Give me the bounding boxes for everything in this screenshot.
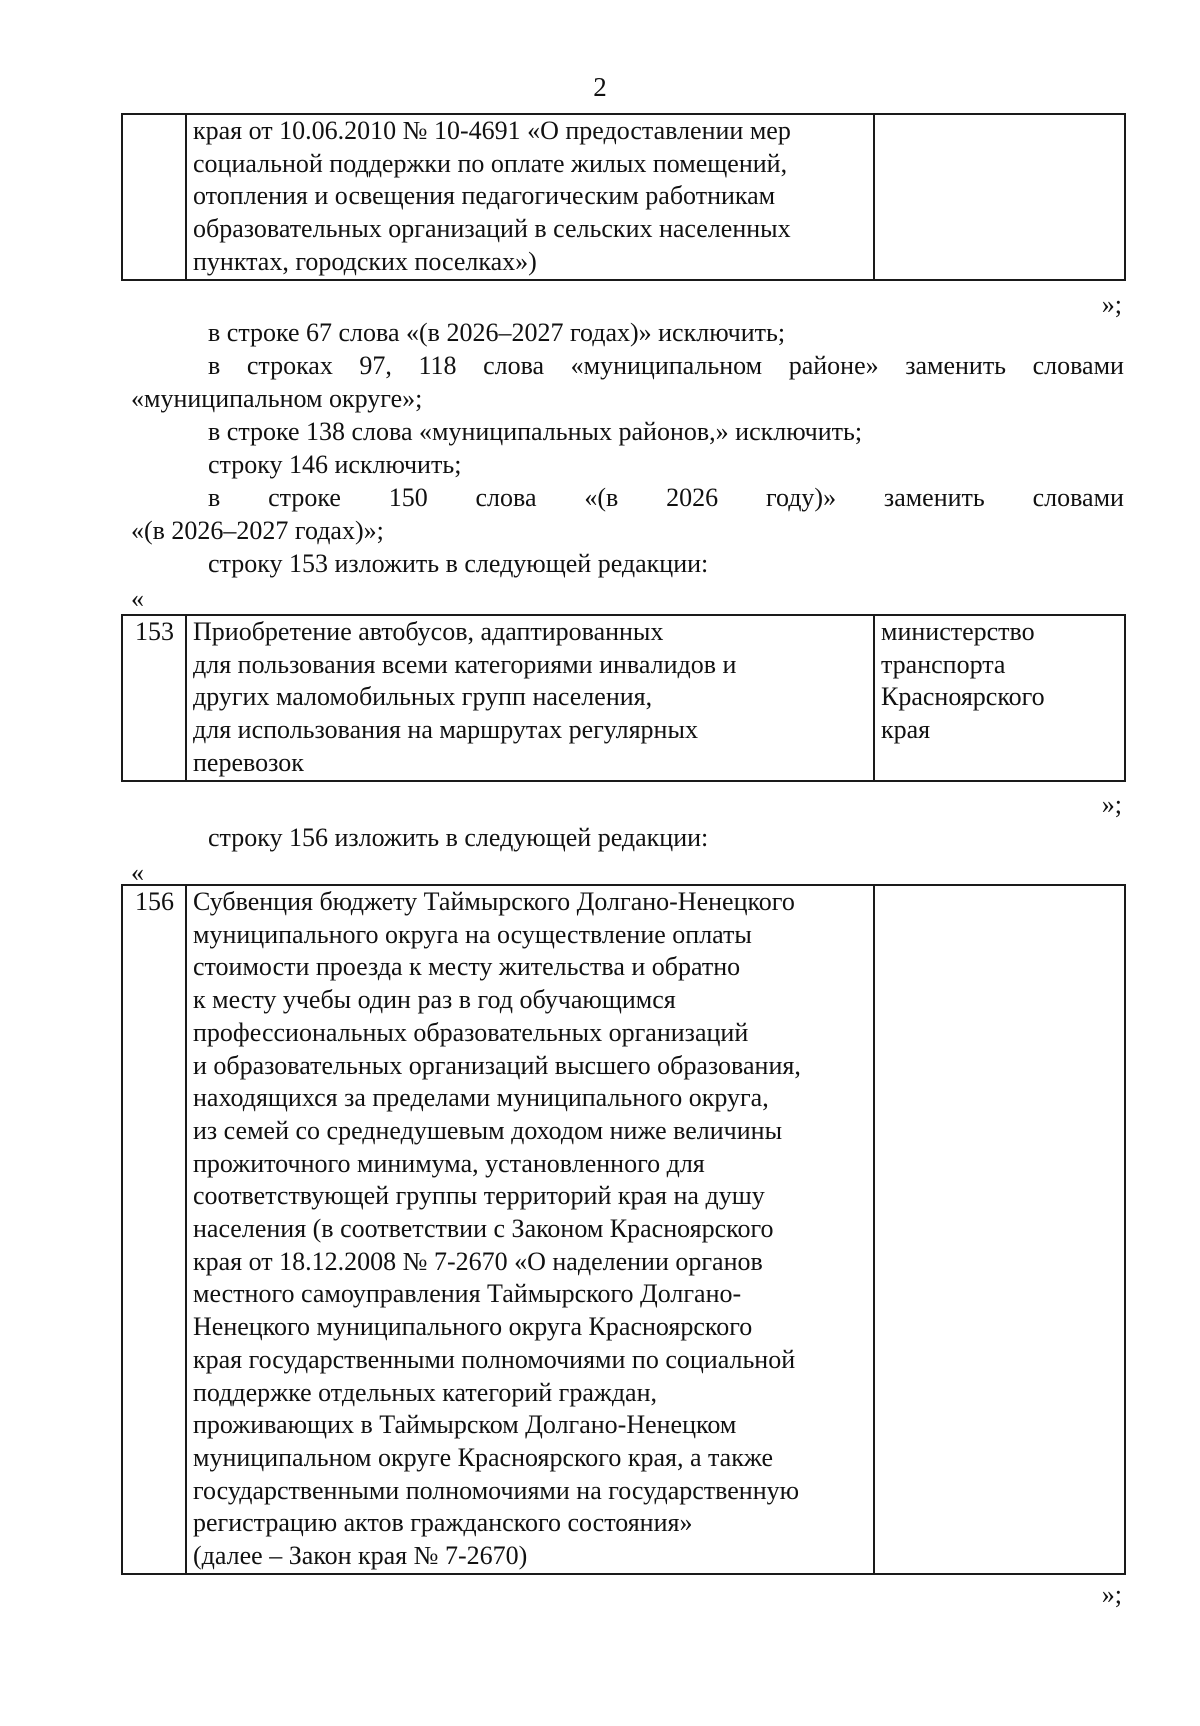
word: году)» bbox=[765, 483, 837, 512]
closing-quote: »; bbox=[1101, 290, 1122, 319]
row-description-cell bbox=[186, 114, 874, 280]
description-line: местного самоуправления Таймырского Долгано- bbox=[193, 1279, 742, 1309]
word: заменить bbox=[883, 483, 985, 512]
row-description-cell bbox=[186, 615, 874, 781]
description-line: находящихся за пределами муниципального округа, bbox=[193, 1083, 769, 1113]
paragraph-continuation: «муниципальном округе»; bbox=[131, 384, 423, 413]
description-line: соответствующей группы территорий края на душу bbox=[193, 1181, 765, 1211]
description-line: для пользования всеми категориями инвалидов и bbox=[193, 649, 737, 679]
table-row-153 bbox=[121, 614, 1126, 782]
responsible-line: транспорта bbox=[881, 649, 1006, 679]
description-line: края от 10.06.2010 № 10-4691 «О предоставлении мер bbox=[193, 116, 791, 145]
word: 2026 bbox=[666, 483, 719, 512]
description-line: для использования на маршрутах регулярных bbox=[193, 715, 698, 745]
word: в bbox=[208, 351, 221, 380]
paragraph-continuation: «(в 2026–2027 годах)»; bbox=[131, 516, 384, 545]
row-number-cell: 153 bbox=[122, 615, 186, 781]
word: словами bbox=[1032, 351, 1124, 380]
table-row-continuation bbox=[121, 113, 1126, 281]
description-line: населения (в соответствии с Законом Красноярского bbox=[193, 1214, 774, 1244]
description-line: муниципального округа на осуществление оплаты bbox=[193, 919, 752, 949]
row-number-cell bbox=[122, 114, 186, 280]
description-line: отопления и освещения педагогическим работникам bbox=[193, 181, 776, 211]
paragraph-row-156: строку 156 изложить в следующей редакции: bbox=[208, 823, 709, 852]
description-line: края от 18.12.2008 № 7-2670 «О наделении органов bbox=[193, 1246, 763, 1276]
paragraph-row-153: строку 153 изложить в следующей редакции: bbox=[208, 549, 709, 578]
word: строках bbox=[246, 351, 333, 380]
opening-quote: « bbox=[131, 584, 144, 613]
word: 150 bbox=[388, 483, 428, 512]
row-description-cell bbox=[186, 885, 874, 1574]
description-line: Приобретение автобусов, адаптированных bbox=[193, 617, 664, 646]
description-line: поддержке отдельных категорий граждан, bbox=[193, 1377, 658, 1407]
description-line: социальной поддержки по оплате жилых помещений, bbox=[193, 148, 788, 178]
description-line: других маломобильных групп населения, bbox=[193, 682, 653, 712]
responsible-cell bbox=[874, 114, 1125, 280]
paragraph-row-146: строку 146 исключить; bbox=[208, 450, 462, 479]
description-line: из семей со среднедушевым доходом ниже величины bbox=[193, 1115, 783, 1145]
description-line: Ненецкого муниципального округа Красноярского bbox=[193, 1312, 753, 1342]
closing-quote: »; bbox=[1101, 1580, 1122, 1609]
description-line: перевозок bbox=[193, 747, 304, 777]
description-line: (далее – Закон края № 7-2670) bbox=[193, 1541, 528, 1571]
word: 118 bbox=[418, 351, 457, 380]
description-line: пунктах, городских поселках») bbox=[193, 246, 537, 276]
paragraph-row-150 bbox=[208, 482, 1124, 515]
paragraph-row-138: в строке 138 слова «муниципальных районов,» исключить; bbox=[208, 417, 863, 446]
word: словами bbox=[1032, 483, 1124, 512]
word: строке bbox=[268, 483, 341, 512]
description-line: государственными полномочиями на государственную bbox=[193, 1475, 800, 1505]
description-line: к месту учебы один раз в год обучающимся bbox=[193, 985, 676, 1015]
opening-quote: « bbox=[131, 858, 144, 887]
responsible-line: Красноярского bbox=[881, 682, 1045, 712]
word: заменить bbox=[905, 351, 1007, 380]
description-line: прожиточного минимума, установленного для bbox=[193, 1148, 705, 1178]
word: в bbox=[208, 483, 221, 512]
description-line: Субвенция бюджету Таймырского Долгано-Ненецкого bbox=[193, 887, 795, 916]
word: «муниципальном bbox=[570, 351, 763, 380]
description-line: и образовательных организаций высшего образования, bbox=[193, 1050, 801, 1080]
description-line: стоимости проезда к месту жительства и обратно bbox=[193, 952, 741, 982]
paragraph-row-67: в строке 67 слова «(в 2026–2027 годах)» исключить; bbox=[208, 318, 786, 347]
description-line: края государственными полномочиями по социальной bbox=[193, 1344, 796, 1374]
word: слова bbox=[475, 483, 537, 512]
row-number-cell: 156 bbox=[122, 885, 186, 1574]
word: «(в bbox=[584, 483, 619, 512]
description-line: образовательных организаций в сельских населенных bbox=[193, 214, 791, 244]
table-row-156 bbox=[121, 884, 1126, 1575]
responsible-line: края bbox=[881, 715, 931, 745]
word: районе» bbox=[788, 351, 879, 380]
closing-quote: »; bbox=[1101, 790, 1122, 819]
word: слова bbox=[483, 351, 545, 380]
responsible-cell bbox=[874, 885, 1125, 1574]
responsible-cell bbox=[874, 615, 1125, 781]
description-line: проживающих в Таймырском Долгано-Ненецком bbox=[193, 1410, 737, 1440]
responsible-line: министерство bbox=[881, 617, 1035, 646]
paragraph-rows-97-118 bbox=[208, 350, 1124, 383]
description-line: профессиональных образовательных организаций bbox=[193, 1017, 749, 1047]
description-line: муниципальном округе Красноярского края, а также bbox=[193, 1442, 773, 1472]
page-number: 2 bbox=[593, 72, 607, 102]
description-line: регистрацию актов гражданского состояния» bbox=[193, 1508, 693, 1538]
word: 97, bbox=[359, 351, 392, 380]
